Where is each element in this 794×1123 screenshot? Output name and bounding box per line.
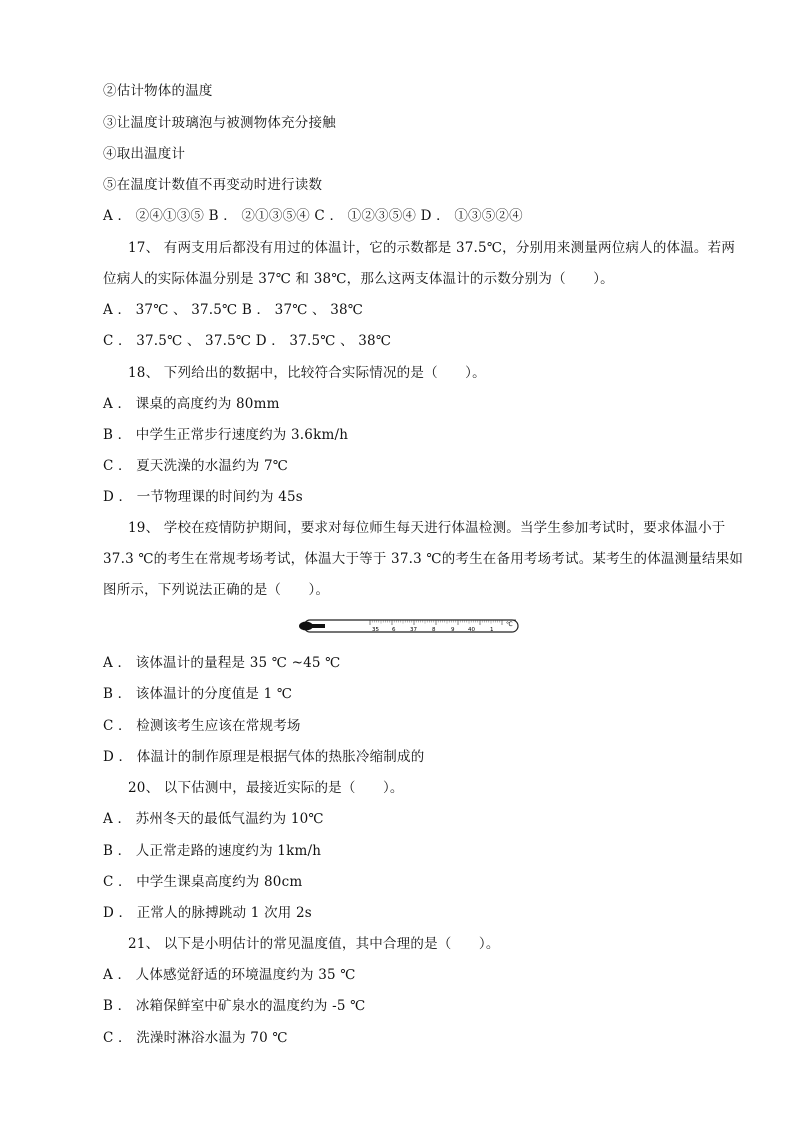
q19-option-b: B ． 该体温计的分度值是 1 ℃: [103, 686, 293, 702]
step-4: ④取出温度计: [103, 146, 186, 162]
scale-label-35: 35: [372, 627, 379, 633]
q18-stem: 18、 下列给出的数据中，比较符合实际情况的是（ ）。: [128, 365, 486, 381]
q18-option-c: C ． 夏天洗澡的水温约为 7℃: [103, 458, 289, 474]
q19-option-c: C ． 检测该考生应该在常规考场: [103, 718, 301, 734]
scale-label-39: 9: [451, 627, 455, 633]
q20-option-d: D ． 正常人的脉搏跳动 1 次用 2s: [103, 905, 312, 921]
thermometer-figure: [296, 615, 521, 639]
q17-stem-line2: 位病人的实际体温分别是 37℃ 和 38℃，那么这两支体温计的示数分别为（ ）。: [103, 271, 614, 287]
q19-option-a: A ． 该体温计的量程是 35 ℃ ~45 ℃: [103, 655, 341, 671]
q20-option-c: C ． 中学生课桌高度约为 80cm: [103, 874, 303, 890]
scale-label-38: 8: [432, 627, 436, 633]
q21-option-a: A ． 人体感觉舒适的环境温度约为 35 ℃: [103, 967, 356, 983]
q19-option-d: D ． 体温计的制作原理是根据气体的热胀冷缩制成的: [103, 749, 425, 765]
q16-options: A ． ②④①③⑤ B ． ②①③⑤④ C ． ①②③⑤④ D ． ①③⑤②④: [103, 208, 523, 224]
q19-stem-line2: 37.3 ℃的考生在常规考场考试，体温大于等于 37.3 ℃的考生在备用考场考试。某考生的体温测量结果如: [103, 551, 744, 567]
step-2: ②估计物体的温度: [103, 83, 213, 99]
q19-stem-line3: 图所示，下列说法正确的是（ ）。: [103, 582, 330, 598]
q18-option-d: D ． 一节物理课的时间约为 45s: [103, 489, 303, 505]
q21-option-b: B ． 冰箱保鲜室中矿泉水的温度约为 -5 ℃: [103, 998, 366, 1014]
thermometer-mercury: [308, 624, 325, 628]
q18-option-b: B ． 中学生正常步行速度约为 3.6km/h: [103, 427, 349, 443]
q17-stem-line1: 17、 有两支用后都没有用过的体温计，它的示数都是 37.5℃，分别用来测量两位病人的体温。若两: [128, 240, 736, 256]
q20-option-a: A ． 苏州冬天的最低气温约为 10℃: [103, 811, 324, 827]
thermometer-scale-labels: [372, 621, 513, 633]
q18-option-a: A ． 课桌的高度约为 80mm: [103, 396, 280, 412]
scale-label-37: 37: [410, 627, 417, 633]
scale-label-36: 6: [392, 627, 396, 633]
q21-stem: 21、 以下是小明估计的常见温度值，其中合理的是（ ）。: [128, 936, 500, 952]
step-5: ⑤在温度计数值不再变动时进行读数: [103, 177, 323, 193]
q20-option-b: B ． 人正常走路的速度约为 1km/h: [103, 843, 322, 859]
q17-options-cd: C ． 37.5℃ 、 37.5℃ D ． 37.5℃ 、 38℃: [103, 333, 392, 349]
step-3: ③让温度计玻璃泡与被测物体充分接触: [103, 115, 336, 131]
q21-option-c: C ． 洗澡时淋浴水温为 70 ℃: [103, 1030, 288, 1046]
scale-unit: ℃: [506, 621, 513, 628]
q20-stem: 20、 以下估测中，最接近实际的是（ ）。: [128, 780, 404, 796]
thermometer-ticks: [370, 620, 502, 625]
q17-options-ab: A ． 37℃ 、 37.5℃ B ． 37℃ 、 38℃: [103, 302, 364, 318]
scale-label-40: 40: [468, 627, 475, 633]
scale-label-41: 1: [490, 627, 494, 633]
q19-stem-line1: 19、 学校在疫情防护期间，要求对每位师生每天进行体温检测。当学生参加考试时，要求体温小于: [128, 520, 726, 536]
